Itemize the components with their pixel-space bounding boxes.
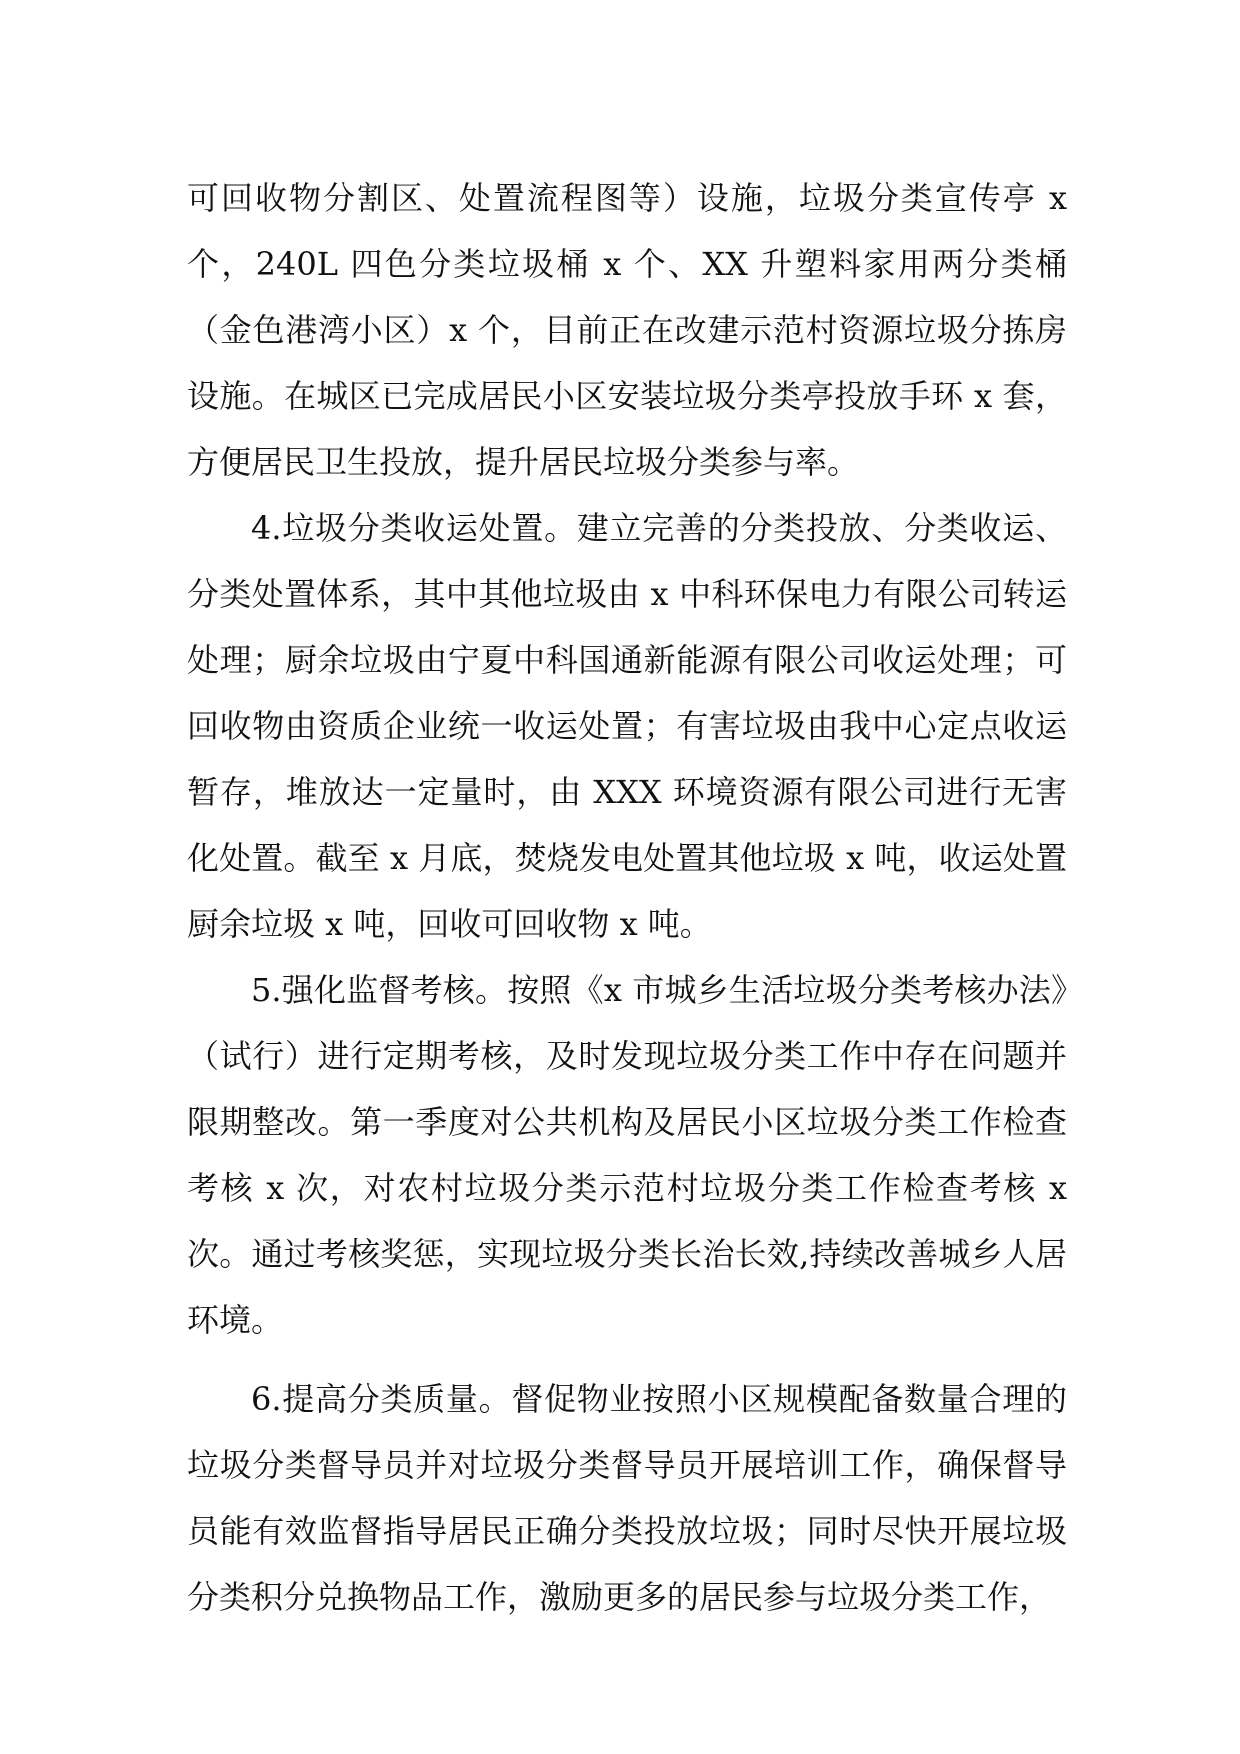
- paragraph-supervision-assessment: 5.强化监督考核。按照《x 市城乡生活垃圾分类考核办法》（试行）进行定期考核，及时发现垃圾分类工作中存在问题并限期整改。第一季度对公共机构及居民小区垃圾分类工作检查考核 x 次，对农村垃圾分类示范村垃圾分类工作检查考核 x 次。通过考核奖惩，实现垃圾分类长治长效,持续改善城乡人居环境。: [187, 971, 1067, 1339]
- paragraph-collection-disposal: 4.垃圾分类收运处置。建立完善的分类投放、分类收运、分类处置体系，其中其他垃圾由 x 中科环保电力有限公司转运处理；厨余垃圾由宁夏中科国通新能源有限公司收运处理；可回收物由资质企业统一收运处置；有害垃圾由我中心定点收运暂存，堆放达一定量时，由 XXX 环境资源有限公司进行无害化处置。截至 x 月底，焚烧发电处置其他垃圾 x 吨，收运处置厨余垃圾 x 吨，回收可回收物 x 吨。: [187, 509, 1067, 943]
- paragraph-facilities: 可回收物分割区、处置流程图等）设施，垃圾分类宣传亭 x 个，240L 四色分类垃圾桶 x 个、XX 升塑料家用两分类桶（金色港湾小区）x 个，目前正在改建示范村资源垃圾分拣房设施。在城区已完成居民小区安装垃圾分类亭投放手环 x 套，方便居民卫生投放，提升居民垃圾分类参与率。: [187, 179, 1067, 481]
- paragraph-classification-quality: 6.提高分类质量。督促物业按照小区规模配备数量合理的垃圾分类督导员并对垃圾分类督导员开展培训工作，确保督导员能有效监督指导居民正确分类投放垃圾；同时尽快开展垃圾分类积分兑换物品工作，激励更多的居民参与垃圾分类工作，: [187, 1380, 1067, 1616]
- document-body: [187, 165, 1067, 1630]
